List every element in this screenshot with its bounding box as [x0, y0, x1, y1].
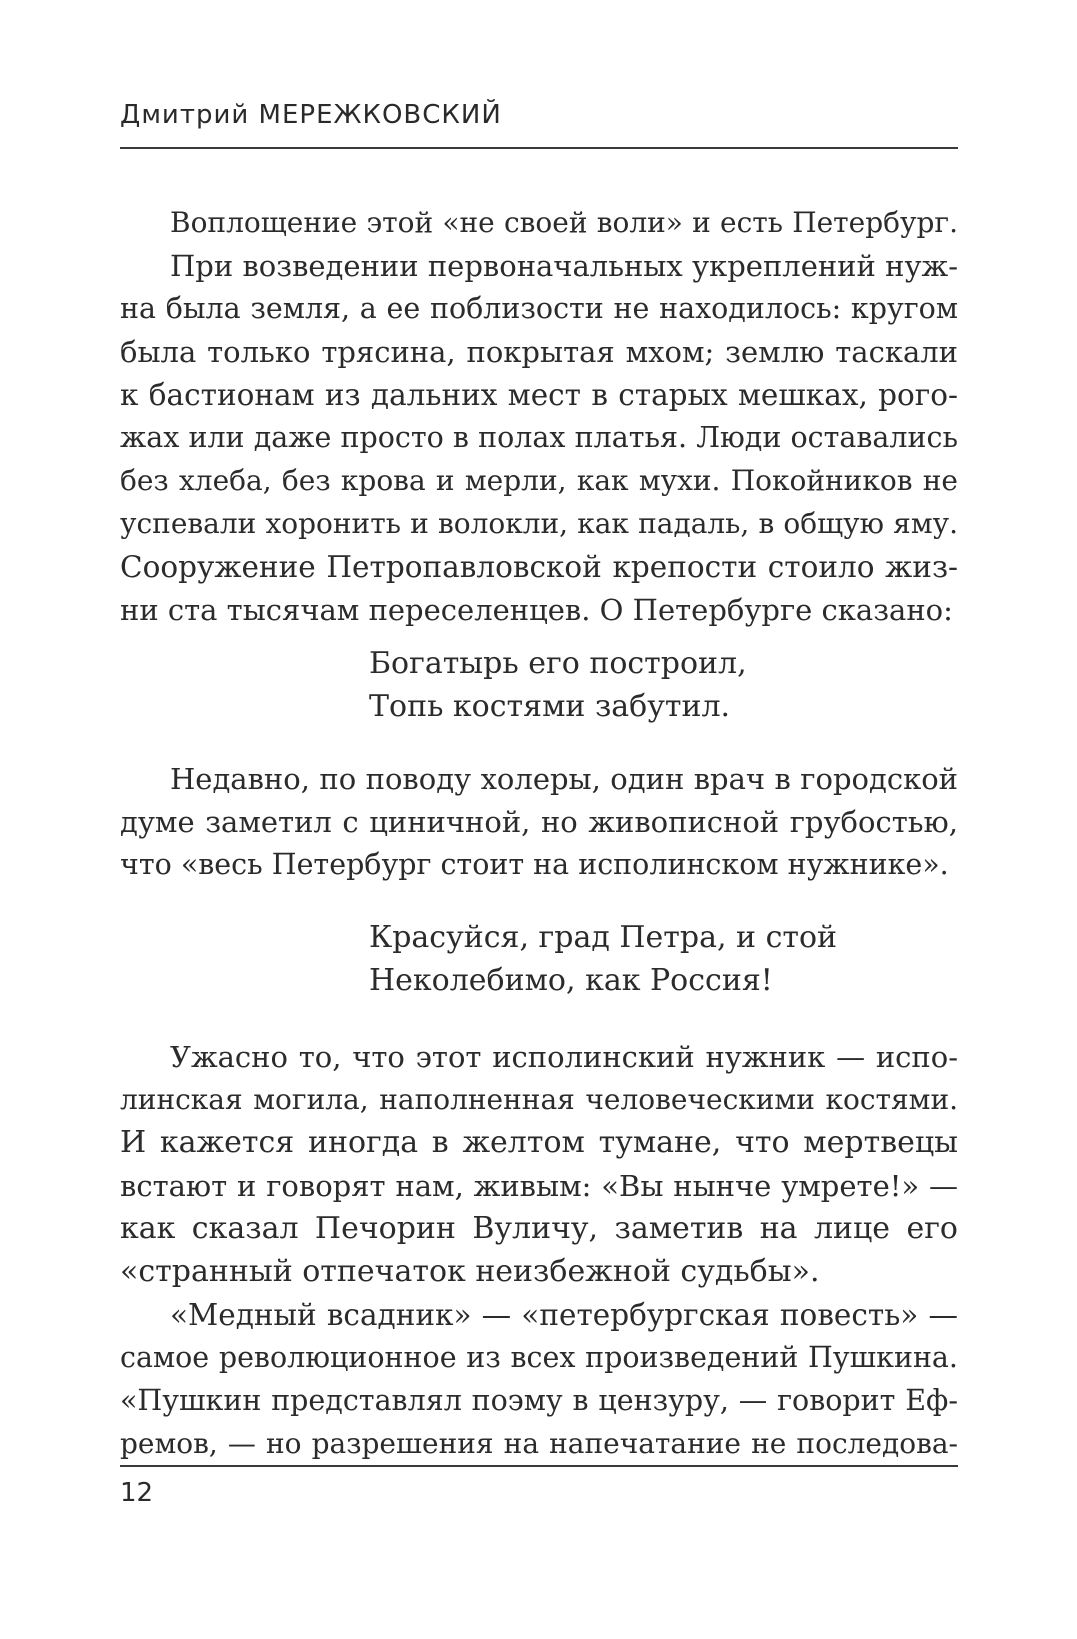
text-line: самое революционное из всех произведений Пушкина. [120, 1341, 958, 1374]
text-line: к бастионам из дальних мест в старых мешках, рого- [120, 378, 958, 412]
text-line: При возведении первоначальных укреплений нуж- [170, 249, 958, 283]
text-line: «странный отпечаток неизбежной судьбы». [120, 1254, 820, 1289]
text-line: что «весь Петербург стоит на исполинском нужнике». [120, 848, 949, 881]
text-line: И кажется иногда в желтом тумане, что мертвецы [120, 1125, 958, 1160]
verse-line: Топь костями забутил. [369, 689, 731, 724]
verse-line: Красуйся, град Петра, и стой [369, 920, 838, 955]
header-rule [120, 147, 958, 149]
footer-rule [120, 1465, 958, 1467]
verse-line: Неколебимо, как Россия! [369, 963, 773, 998]
text-line: Ужасно то, что этот исполинский нужник — испо- [170, 1040, 958, 1074]
text-line: линская могила, наполненная человеческими костями. [120, 1083, 958, 1116]
text-line: думе заметил с циничной, но живописной грубостью, [120, 805, 958, 839]
text-line: ни ста тысячам переселенцев. О Петербурге сказано: [120, 593, 953, 627]
text-line: Сооружение Петропавловской крепости стоило жиз- [120, 550, 958, 584]
text-line: Недавно, по поводу холеры, один врач в городской [170, 762, 958, 796]
page-number: 12 [120, 1478, 154, 1508]
verse-line: Богатырь его построил, [369, 646, 747, 681]
text-line: жах или даже просто в полах платья. Люди оставались [120, 421, 958, 454]
text-line: ремов, — но разрешения на напечатание не последова- [120, 1427, 958, 1460]
author-name: Дмитрий МЕРЕЖКОВСКИЙ [120, 100, 502, 130]
text-line: успевали хоронить и волокли, как падаль, в общую яму. [120, 507, 958, 540]
text-line: «Медный всадник» — «петербургская повесть» — [170, 1298, 958, 1332]
text-line: была только трясина, покрытая мхом; землю таскали [120, 335, 958, 369]
text-line: Воплощение этой «не своей воли» и есть Петербург. [170, 206, 958, 239]
text-line: как сказал Печорин Вуличу, заметив на лице его [120, 1211, 958, 1246]
text-line: «Пушкин представлял поэму в цензуру, — говорит Еф- [120, 1384, 958, 1417]
text-line: встают и говорят нам, живым: «Вы нынче умрете!» — [120, 1169, 958, 1203]
text-line: на была земля, а ее поблизости не находилось: кругом [120, 292, 958, 325]
text-line: без хлеба, без крова и мерли, как мухи. Покойников не [120, 464, 958, 497]
